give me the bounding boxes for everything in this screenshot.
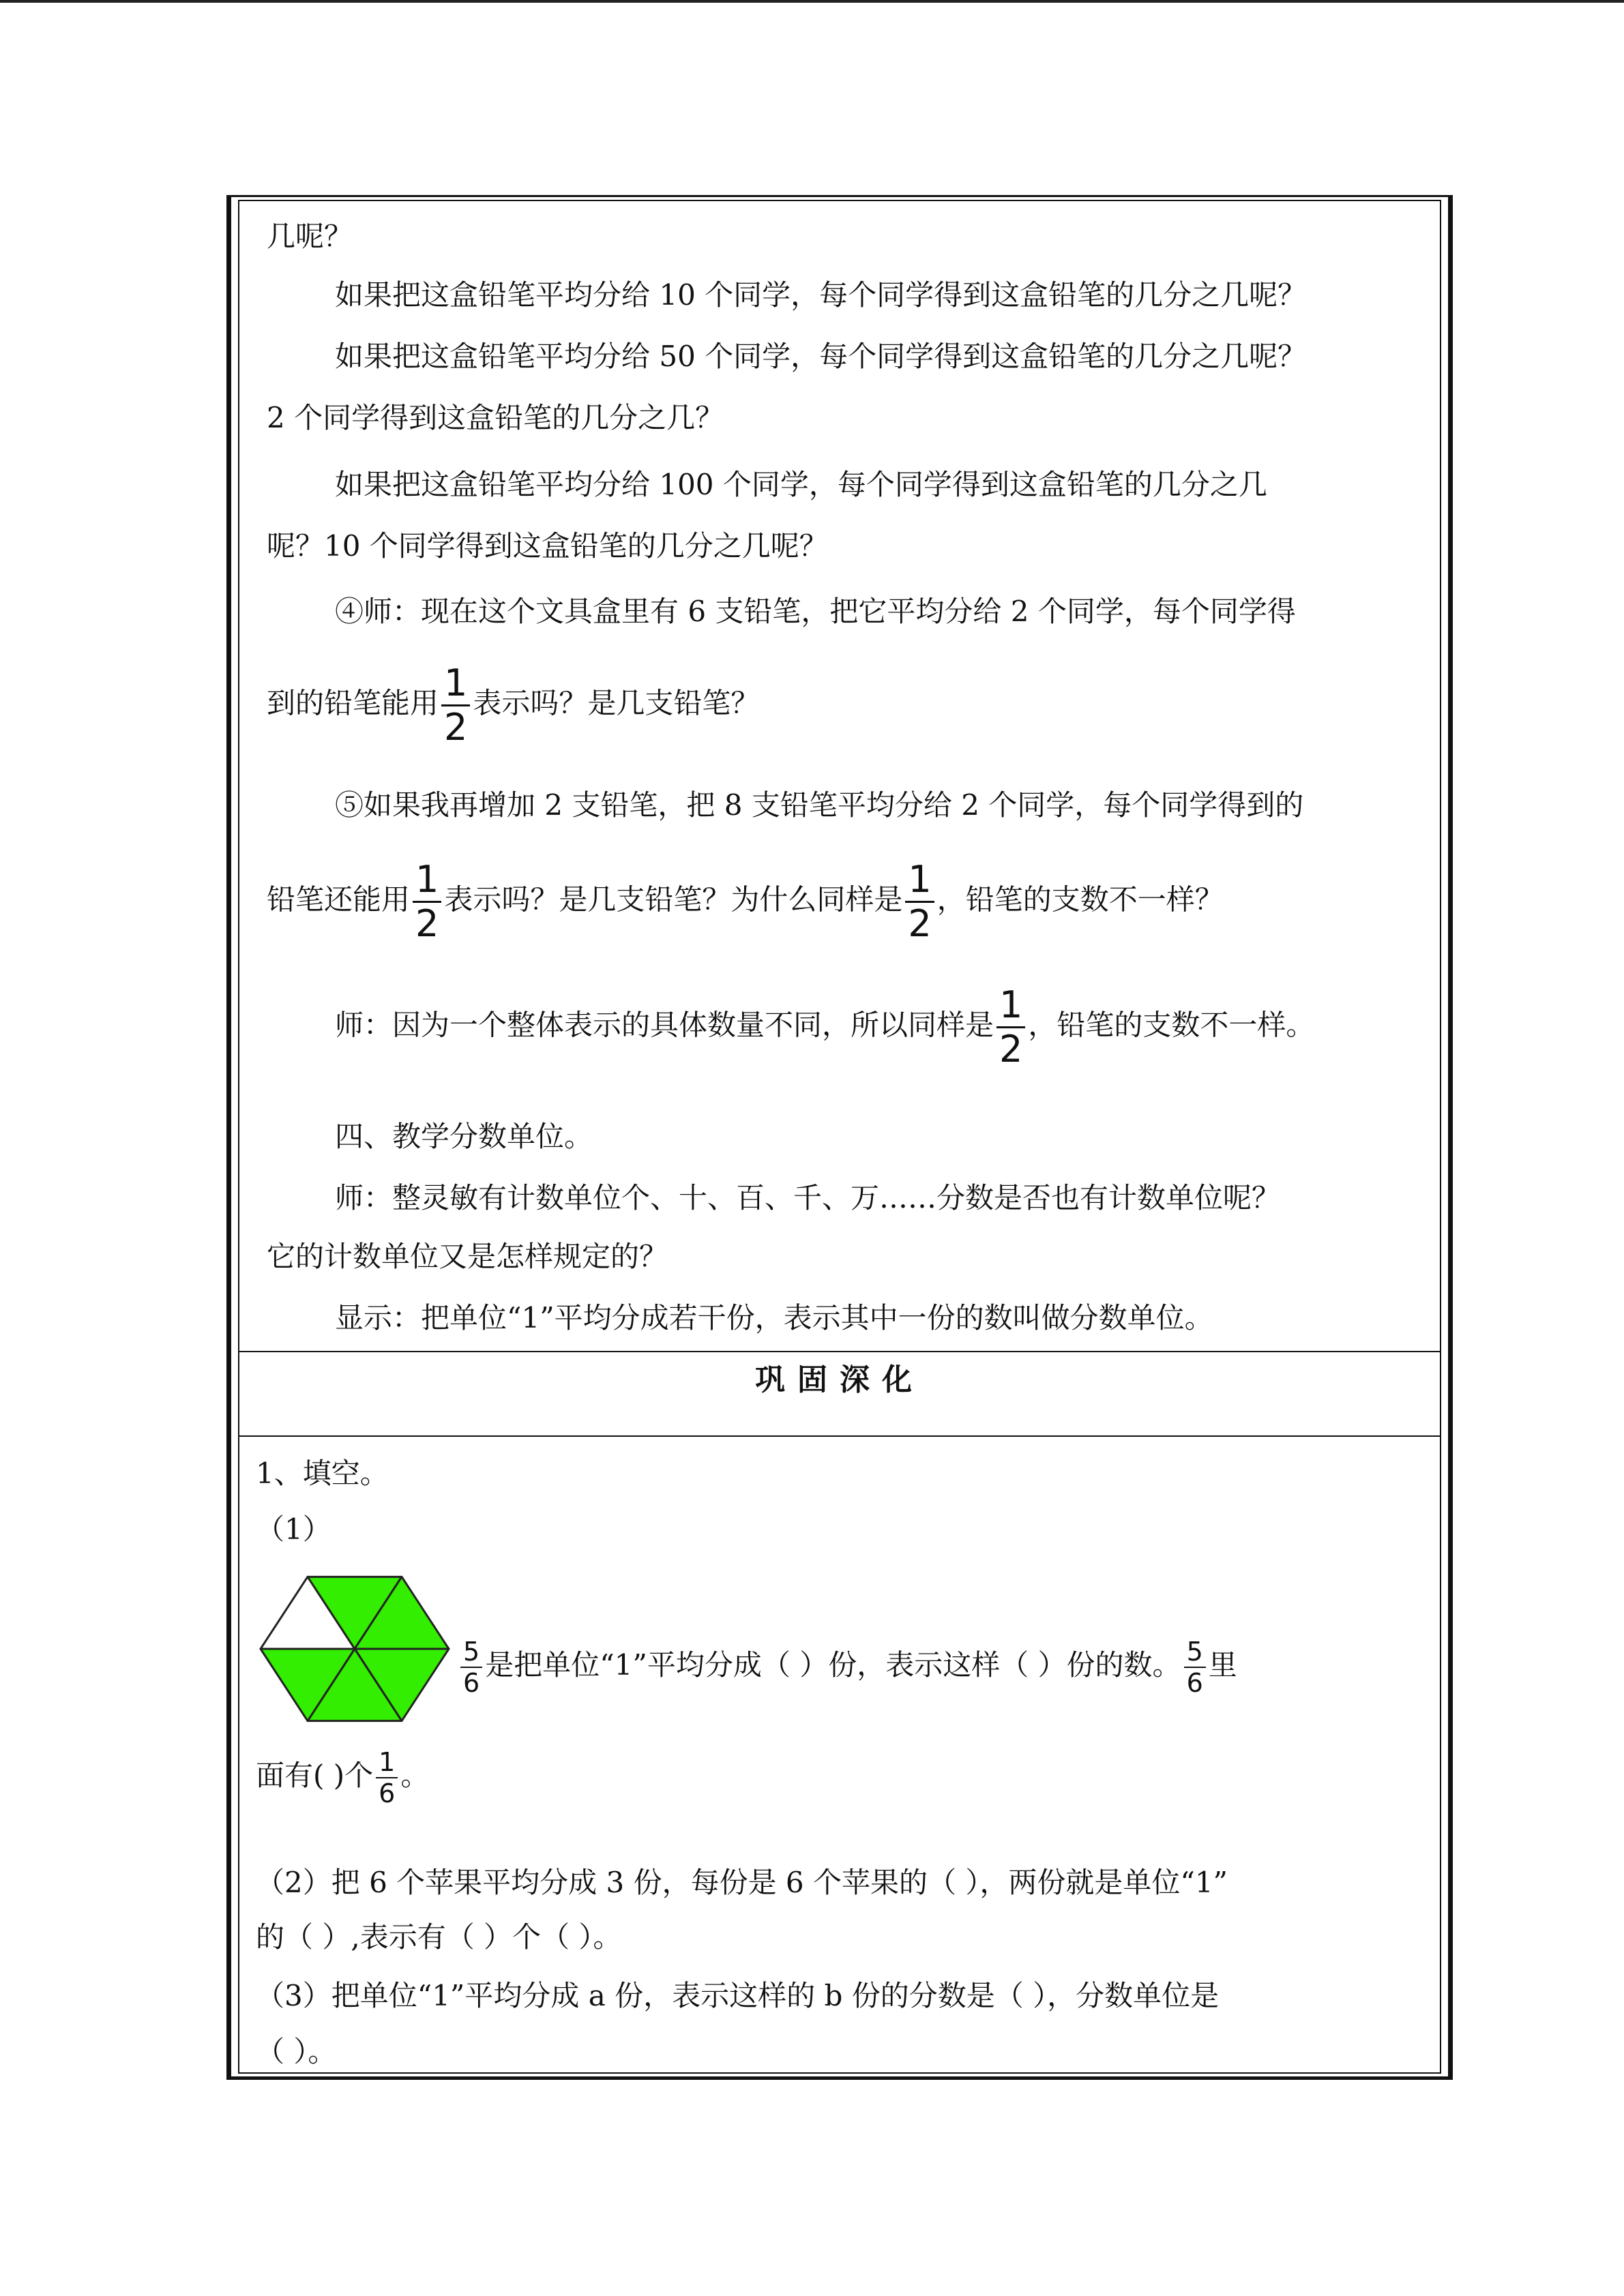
section-title: 巩固深化 <box>755 1362 924 1397</box>
hexagon-figure <box>256 1564 454 1734</box>
fraction-numerator: 5 <box>463 1637 480 1667</box>
fraction-denominator: 2 <box>415 902 439 945</box>
text-line-with-fraction <box>239 858 1440 945</box>
text-line: ④师：现在这个文具盒里有 6 支铅笔，把它平均分给 2 个同学，每个同学得 <box>335 595 1296 628</box>
text-segment: 到的铅笔能用 <box>267 686 439 720</box>
text-line-with-fraction <box>239 983 1440 1071</box>
row-divider <box>239 1351 1440 1352</box>
text-line: ⑤如果我再增加 2 支铅笔，把 8 支铅笔平均分给 2 个同学，每个同学得到的 <box>335 788 1304 822</box>
fraction-five-sixths <box>460 1639 482 1696</box>
fraction-numerator: 1 <box>908 858 932 901</box>
text-segment: 面有( )个 <box>256 1759 374 1792</box>
lesson-table <box>226 195 1453 2080</box>
text-line: 如果把这盒铅笔平均分给 50 个同学，每个同学得到这盒铅笔的几分之几呢？ <box>335 340 1307 373</box>
exercise-item-label: （1） <box>256 1512 331 1546</box>
exercise-line: （3）把单位“1”平均分成 a 份，表示这样的 b 份的分数是（ ），分数单位是 <box>256 1979 1220 2012</box>
fraction-denominator: 2 <box>444 706 468 749</box>
fraction-denominator: 6 <box>463 1668 480 1698</box>
text-line: 如果把这盒铅笔平均分给 100 个同学，每个同学得到这盒铅笔的几分之几 <box>335 468 1267 501</box>
fraction-numerator: 5 <box>1186 1637 1203 1667</box>
fraction-half <box>996 983 1025 1071</box>
text-line: 如果把这盒铅笔平均分给 10 个同学，每个同学得到这盒铅笔的几分之几呢？ <box>335 278 1307 312</box>
exercise-line: 的（ ）,表示有（ ）个（ ）。 <box>256 1920 622 1954</box>
fraction-half <box>441 661 470 749</box>
text-segment: ，铅笔的支数不一样。 <box>1028 1008 1315 1042</box>
fraction-numerator: 1 <box>999 983 1023 1026</box>
text-segment: ，铅笔的支数不一样？ <box>936 882 1224 916</box>
text-segment: 表示吗？是几支铅笔？为什么同样是 <box>444 882 903 916</box>
fraction-numerator: 1 <box>379 1747 396 1777</box>
fraction-denominator: 2 <box>908 902 932 945</box>
fraction-denominator: 6 <box>379 1778 396 1808</box>
fraction-half <box>905 858 934 945</box>
text-segment: 师：因为一个整体表示的具体数量不同，所以同样是 <box>335 1008 994 1042</box>
fraction-five-sixths <box>1184 1639 1206 1696</box>
text-segment: 里 <box>1208 1648 1237 1682</box>
text-segment: 铅笔还能用 <box>267 882 411 916</box>
text-line: 几呢？ <box>267 220 353 253</box>
fraction-half <box>413 858 441 945</box>
fraction-denominator: 2 <box>999 1028 1023 1071</box>
text-line-with-fraction <box>239 661 1440 749</box>
section-heading: 四、教学分数单位。 <box>335 1120 593 1153</box>
exercise-line <box>239 1749 1440 1806</box>
page-top-rule <box>0 0 1624 3</box>
text-line: 呢？10 个同学得到这盒铅笔的几分之几呢？ <box>267 529 828 563</box>
text-segment: 。 <box>400 1759 430 1792</box>
fraction-denominator: 6 <box>1186 1668 1203 1698</box>
text-line: 师：整灵敏有计数单位个、十、百、千、万……分数是否也有计数单位呢？ <box>335 1181 1281 1214</box>
text-segment: 表示吗？是几支铅笔？ <box>473 686 760 720</box>
exercise-line: （2）把 6 个苹果平均分成 3 份，每份是 6 个苹果的（ ），两份就是单位“1” <box>256 1866 1228 1899</box>
exercise-heading: 1、填空。 <box>256 1457 389 1490</box>
fraction-numerator: 1 <box>415 858 439 901</box>
fraction-one-sixth <box>376 1749 398 1806</box>
exercise-line: （ ）。 <box>256 2035 337 2068</box>
exercise-line <box>458 1639 1426 1696</box>
fraction-numerator: 1 <box>444 661 468 704</box>
text-segment: 是把单位“1”平均分成（ ）份，表示这样（ ）份的数。 <box>485 1648 1181 1682</box>
text-line: 它的计数单位又是怎样规定的？ <box>267 1240 668 1273</box>
text-line: 显示：把单位“1”平均分成若干份，表示其中一份的数叫做分数单位。 <box>335 1301 1213 1335</box>
row-divider <box>239 1435 1440 1437</box>
text-line: 2 个同学得到这盒铅笔的几分之几？ <box>267 401 724 434</box>
lesson-table-inner <box>238 200 1441 2074</box>
